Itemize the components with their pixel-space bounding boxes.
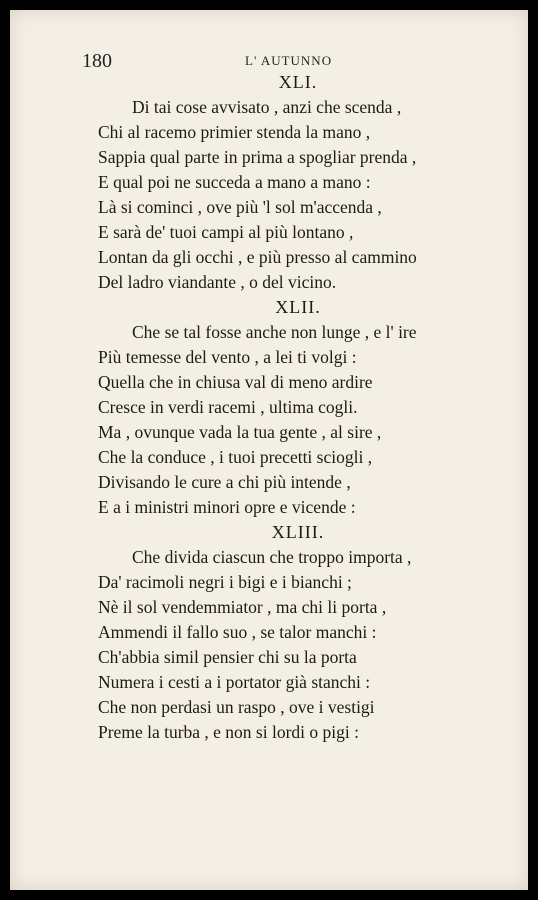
- stanza-numeral: XLIII.: [271, 522, 325, 542]
- running-title: L' AUTUNNO: [245, 53, 333, 68]
- stanza-numeral: XLI.: [278, 72, 318, 92]
- verse-line: Ch'abbia simil pensier chi su la porta: [98, 647, 357, 667]
- verse-line: Ma , ovunque vada la tua gente , al sire ,: [98, 422, 382, 442]
- stanza-42: [98, 295, 498, 520]
- stanza-43: [98, 520, 498, 745]
- verse-line: Che non perdasi un raspo , ove i vestigi: [98, 697, 375, 717]
- verse-line: Quella che in chiusa val di meno ardire: [98, 372, 373, 392]
- verse-line: E qual poi ne succeda a mano a mano :: [98, 172, 371, 192]
- verse-line: Che divida ciascun che troppo importa ,: [132, 547, 412, 567]
- book-page: [10, 10, 528, 890]
- verse-line: Più temesse del vento , a lei ti volgi :: [98, 347, 357, 367]
- verse-line: Divisando le cure a chi più intende ,: [98, 472, 351, 492]
- verse-line: Cresce in verdi racemi , ultima cogli.: [98, 397, 358, 417]
- verse-line: Che la conduce , i tuoi precetti sciogli ,: [98, 447, 373, 467]
- verse-line: E sarà de' tuoi campi al più lontano ,: [98, 222, 354, 242]
- page-number: 180: [82, 50, 112, 72]
- verse-line: Chi al racemo primier stenda la mano ,: [98, 122, 371, 142]
- stanza-numeral: XLII.: [275, 297, 321, 317]
- verse-line: Nè il sol vendemmiator , ma chi li porta ,: [98, 597, 387, 617]
- poem-body: [98, 70, 498, 745]
- verse-line: E a i ministri minori opre e vicende :: [98, 497, 356, 517]
- verse-line: Preme la turba , e non si lordi o pigi :: [98, 722, 359, 742]
- verse-line: Di tai cose avvisato , anzi che scenda ,: [132, 97, 402, 117]
- verse-line: Lontan da gli occhi , e più presso al cammino: [98, 247, 417, 267]
- verse-line: Sappia qual parte in prima a spogliar prenda ,: [98, 147, 417, 167]
- verse-line: Del ladro viandante , o del vicino.: [98, 272, 337, 292]
- verse-line: Ammendi il fallo suo , se talor manchi :: [98, 622, 377, 642]
- verse-line: Da' racimoli negri i bigi e i bianchi ;: [98, 572, 352, 592]
- verse-line: Che se tal fosse anche non lunge , e l' ire: [132, 322, 417, 342]
- verse-line: Là si cominci , ove più 'l sol m'accenda ,: [98, 197, 382, 217]
- verse-line: Numera i cesti a i portator già stanchi :: [98, 672, 371, 692]
- stanza-41: [98, 70, 498, 295]
